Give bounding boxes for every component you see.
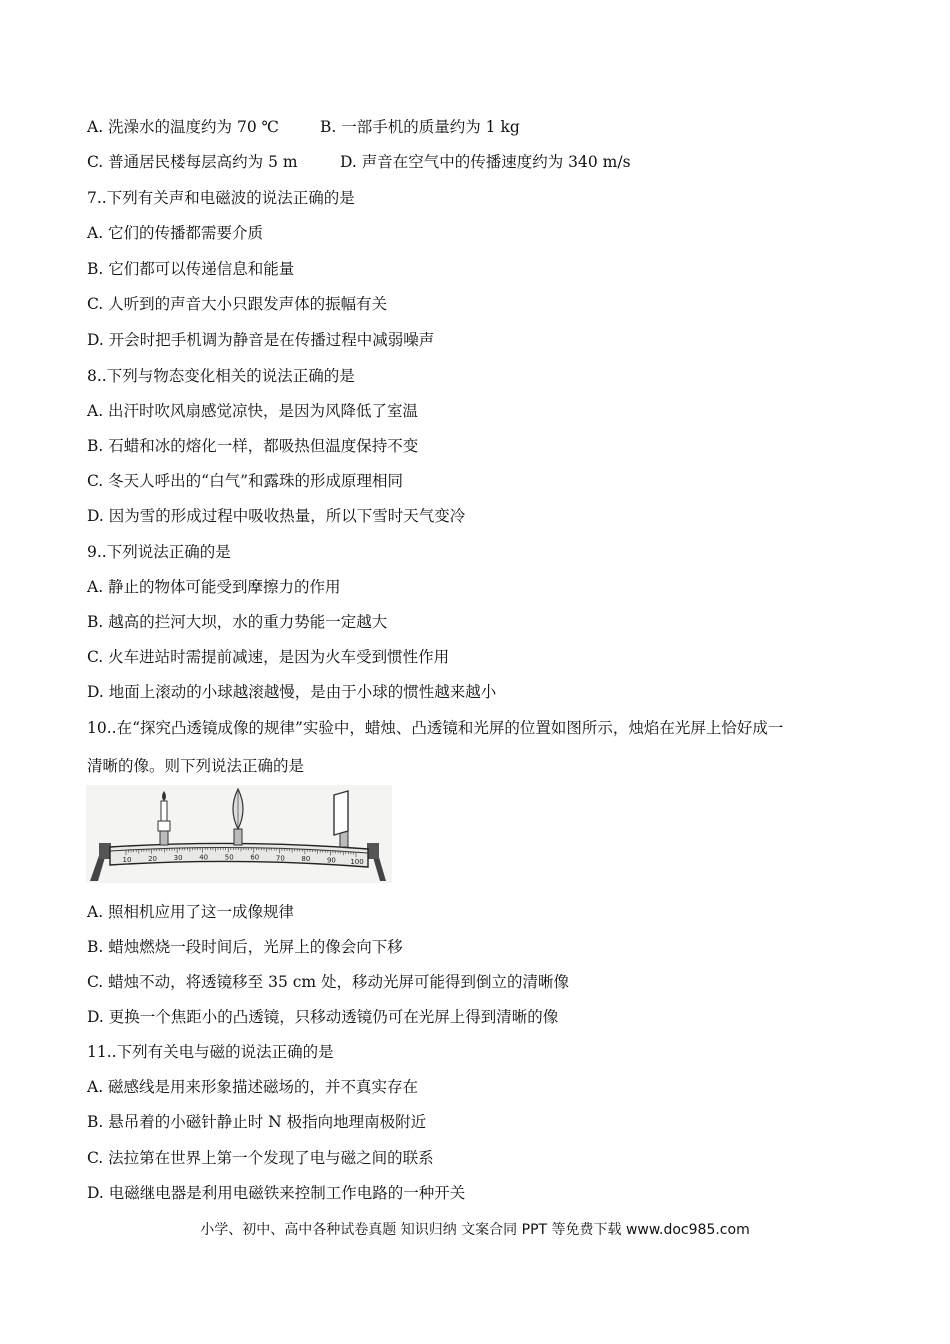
q9-option-c: C. 火车进站时需提前减速，是因为火车受到惯性作用 [87, 648, 450, 666]
ruler-tick-label: 30 [173, 854, 183, 863]
q8-stem: 8..下列与物态变化相关的说法正确的是 [87, 367, 355, 385]
page-footer: 小学、初中、高中各种试卷真题 知识归纳 文案合同 PPT 等免费下载 www.doc985.com [200, 1222, 750, 1238]
q7-option-d: D. 开会时把手机调为静音是在传播过程中减弱噪声 [87, 331, 435, 349]
ruler-tick-label: 60 [250, 853, 260, 862]
candle-holder [160, 831, 168, 845]
q8-option-a: A. 出汗时吹风扇感觉凉快，是因为风降低了室温 [87, 402, 419, 420]
q8-option-c: C. 冬天人呼出的“白气”和露珠的形成原理相同 [87, 472, 404, 490]
right-end-clamp [367, 843, 379, 859]
optical-bench-figure [86, 785, 392, 883]
light-screen [334, 791, 348, 835]
q8-option-d: D. 因为雪的形成过程中吸收热量，所以下雪时天气变冷 [87, 507, 466, 525]
left-end-clamp [99, 843, 111, 859]
q10-stem-line-2: 清晰的像。则下列说法正确的是 [87, 757, 305, 775]
candle [161, 801, 167, 821]
ruler-tick-label: 20 [148, 854, 158, 863]
q6-row-1 [87, 117, 520, 137]
q6-row-2 [87, 152, 631, 172]
ruler-tick-label: 70 [275, 854, 285, 863]
q10-option-a: A. 照相机应用了这一成像规律 [87, 903, 295, 921]
q9-option-a: A. 静止的物体可能受到摩擦力的作用 [87, 578, 341, 596]
q10-option-c: C. 蜡烛不动，将透镜移至 35 cm 处，移动光屏可能得到倒立的清晰像 [87, 973, 570, 991]
q6-option-a: A. 洗澡水的温度约为 70 ℃ [87, 118, 279, 136]
q6-option-b: B. 一部手机的质量约为 1 kg [320, 118, 520, 136]
ruler-tick-label: 100 [350, 858, 364, 867]
q11-option-c: C. 法拉第在世界上第一个发现了电与磁之间的联系 [87, 1149, 434, 1167]
ruler-tick-label: 80 [301, 855, 311, 864]
q7-stem: 7..下列有关声和电磁波的说法正确的是 [87, 189, 355, 207]
ruler-tick-label: 50 [224, 853, 234, 862]
q7-option-c: C. 人听到的声音大小只跟发声体的振幅有关 [87, 295, 388, 313]
q9-option-b: B. 越高的拦河大坝，水的重力势能一定越大 [87, 613, 388, 631]
q10-stem-line-1: 10..在“探究凸透镜成像的规律”实验中，蜡烛、凸透镜和光屏的位置如图所示，烛焰在光屏上恰好成一 [87, 719, 784, 737]
q8-option-b: B. 石蜡和冰的熔化一样，都吸热但温度保持不变 [87, 437, 419, 455]
q11-stem: 11..下列有关电与磁的说法正确的是 [87, 1043, 334, 1061]
q9-stem: 9..下列说法正确的是 [87, 543, 231, 561]
q7-option-a: A. 它们的传播都需要介质 [87, 224, 264, 242]
ruler-tick-label: 10 [122, 856, 132, 865]
q11-option-b: B. 悬吊着的小磁针静止时 N 极指向地理南极附近 [87, 1113, 427, 1131]
ruler-tick-label: 40 [199, 853, 209, 862]
q6-option-d: D. 声音在空气中的传播速度约为 340 m/s [340, 153, 631, 171]
q11-option-a: A. 磁感线是用来形象描述磁场的，并不真实存在 [87, 1078, 419, 1096]
q7-option-b: B. 它们都可以传递信息和能量 [87, 260, 295, 278]
q10-option-b: B. 蜡烛燃烧一段时间后，光屏上的像会向下移 [87, 938, 403, 956]
lens-holder [234, 829, 242, 845]
q9-option-d: D. 地面上滚动的小球越滚越慢，是由于小球的惯性越来越小 [87, 683, 497, 701]
candle-body [158, 821, 170, 831]
q6-option-c: C. 普通居民楼每层高约为 5 m [87, 153, 298, 171]
q10-option-d: D. 更换一个焦距小的凸透镜，只移动透镜仍可在光屏上得到清晰的像 [87, 1008, 559, 1026]
ruler-tick-label: 90 [326, 856, 336, 865]
q11-option-d: D. 电磁继电器是利用电磁铁来控制工作电路的一种开关 [87, 1184, 466, 1202]
